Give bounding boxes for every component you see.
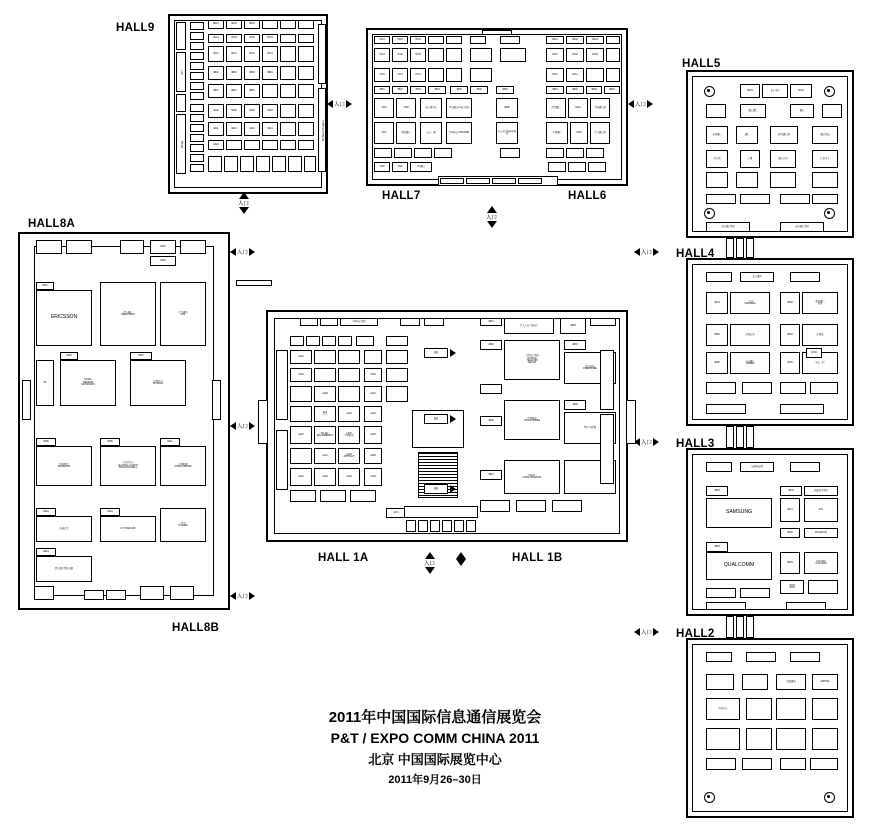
entrance-hall1-south-right — [456, 552, 466, 566]
arrow-down-icon — [456, 559, 466, 566]
arrow-right-icon — [450, 485, 456, 493]
arrow-left-icon — [230, 592, 236, 600]
arrow-right-icon — [653, 628, 659, 636]
entrance-label: 入口 — [635, 102, 647, 108]
hall3-label: HALL3 — [676, 438, 715, 450]
arrow-up-icon — [487, 206, 497, 213]
hall6-label: HALL6 — [568, 190, 607, 202]
arrow-down-icon — [239, 207, 249, 214]
entrance-hall1-south-left — [424, 552, 435, 574]
footer-line-4: 2011年9月26–30日 — [388, 774, 482, 786]
entrance-hall9-south — [238, 192, 249, 214]
arrow-up-icon — [425, 552, 435, 559]
arrow-down-icon — [487, 221, 497, 228]
hall2-pillar-sw — [704, 792, 715, 803]
entrance-hall76-south — [486, 206, 497, 228]
footer-block — [0, 706, 870, 787]
entrance-label: 入口 — [334, 102, 346, 108]
arrow-left-icon — [230, 422, 236, 430]
footer-line-3: 北京 中国国际展览中心 — [368, 752, 502, 767]
entrance-hall7-west — [327, 100, 352, 108]
hall4-label: HALL4 — [676, 248, 715, 260]
arrow-right-icon — [647, 100, 653, 108]
exhibition-floor-plan: HALL9 信息 通信展 9D01 9D02 9D03 9C01 9C02 9C03 9C04 9C11 9C21 9C31 9C41 9B01 9B02 9B03 9B04 9B11 9B12 9B13 9A01 9A02 9A03 9A04 9A11 9A12 9A13 9A14 9A21 中国国际信息通信展 入口 入口 HALL7 HALL6 7D01 7D02 7D03 6D01 6D02 6D03 7C01 7C02 7C03 6C01 6C02 6C03 7C11 7C12 7C13 6C11 6C12 7B01 7B02 7B03 7B04 7B05 7B06 6B09 6B01 6B02 6B03 6B04 7A01 7A02 电信研究院 华为通信\n电信设备 6B08 清华通信 6A01 中国通信网 7A11 网络通信 南京广通 中国电信\nHUAWEI 北京电气\n移动网络 中国通信 6A02 中兴通信网 7A21 7A22 TD通信 入口 入口 HALL5 5D01 北京电气 5C04 通信通信 通信 宏明通信 通信 移动通信网 通信科技 动力网 宇通 通信应用 信息电子 宏达通信集团 宏科通信集团 HALL4 入口 北京通讯 4D03 三元达 SUNNADA 4D80 鼎桥通信 技术 4D60 富贵宏利 4D50 比泰创 4D86 宏安通信 COMBA 4C50 电信工程 4C30 HALL3 入口 宏泰科技网 3B06 3D04 软通动力集团 SAMSUNG 3D01 ZOL 3D05 KINGSTON 3B04 QUALCOMM 3D03 YULONG COOLPAD 3C06 3C05 HALL2 入口 富瑞通讯 ARPTEK 科技中心 HALL8A HALL8B 入口 入口 入口 8A03 8A05 8A01 ERICSSON 深入通信 GREATTECH 中兴通讯 ZTE 8A02 8A NOKIA SIEMENS NETWORKS 8A07 中国普天 POTEVIO 8A06 瑞斯康达 RAISECOM 8A05 上海贝尔口 ALCATEL-LUCENT SHANGHAI BELL 8A11 中国联通 CHINA UNICOM 8A12 卓望信息 8A10 UT STARCOM 华为 HUAWEI 8A13 烽火通信集团有限 HALL 1A HALL 1B 中国电信集团 1B01 中央人民广播电台 1B08 1A01 1A02 1A06 1A09 1A12 ZTE 中兴 1A16 1A18 1A21 TCL通信 ENGINEERING 1A26 中国移动 1A28 1A31 1A36 APPTECH 1A38 1A41 1A43 1A46 1A48 1A71 1B02 大唐电信集团 DATANG TELECOM GROUP 1B03 烽火科技 FIBERHOME 1B05 中国移动 CHINA MOBILE 1B06 TD产业联盟 1B07 中国电信 CHINA TELECOM 通道 通道 通道 入口 2011年中国国际信息通信展览会 P&T / EXPO COMM CHINA 2011 北京 中国国际展览中心 2011年9月26–30日 — [0, 0, 870, 832]
arrow-right-icon — [346, 100, 352, 108]
arrow-left-icon — [634, 248, 640, 256]
arrow-left-icon — [634, 628, 640, 636]
entrance-label: 入口 — [641, 440, 653, 446]
hall1-west-connector — [258, 400, 268, 444]
entrance-hall8-mid-east — [230, 422, 255, 430]
hall8-link — [236, 280, 272, 286]
hall2-label: HALL2 — [676, 628, 715, 640]
hall5-pillar-sw — [704, 208, 715, 219]
passage-middle: 通道 — [424, 414, 456, 424]
hall8a-label: HALL8A — [28, 218, 76, 230]
hall8b-label: HALL8B — [172, 622, 220, 634]
footer-line-1: 2011年中国国际信息通信展览会 — [328, 709, 542, 726]
entrance-label: 入口 — [424, 561, 436, 567]
arrow-right-icon — [249, 248, 255, 256]
hall5-pillar-ne — [824, 86, 835, 97]
passage-lower: 通道 — [424, 484, 456, 494]
arrow-right-icon — [249, 422, 255, 430]
hall2-pillar-se — [824, 792, 835, 803]
entrance-hall4-west — [634, 248, 659, 256]
entrance-label: 入口 — [486, 215, 498, 221]
arrow-right-icon — [249, 592, 255, 600]
entrance-hall3-west — [634, 438, 659, 446]
hall1-east-connector — [626, 400, 636, 444]
hall1b-label: HALL 1B — [512, 552, 563, 564]
arrow-up-icon — [239, 192, 249, 199]
hall1a-label: HALL 1A — [318, 552, 369, 564]
entrance-hall6-east — [628, 100, 653, 108]
arrow-down-icon — [425, 567, 435, 574]
arrow-right-icon — [653, 248, 659, 256]
arrow-right-icon — [653, 438, 659, 446]
entrance-hall8a-north-east — [230, 248, 255, 256]
arrow-right-icon — [450, 349, 456, 357]
entrance-label: 入口 — [641, 630, 653, 636]
entrance-hall8b-east — [230, 592, 255, 600]
entrance-hall2-west — [634, 628, 659, 636]
hall9-label: HALL9 — [116, 22, 155, 34]
hall5-pillar-nw — [704, 86, 715, 97]
arrow-left-icon — [628, 100, 634, 108]
footer-line-2: P&T / EXPO COMM CHINA 2011 — [330, 730, 540, 746]
hall5-label: HALL5 — [682, 58, 721, 70]
arrow-left-icon — [230, 248, 236, 256]
arrow-up-icon — [456, 552, 466, 559]
hall5-pillar-se — [824, 208, 835, 219]
entrance-label: 入口 — [237, 424, 249, 430]
entrance-label: 入口 — [237, 594, 249, 600]
arrow-left-icon — [327, 100, 333, 108]
entrance-label: 入口 — [237, 250, 249, 256]
passage-upper: 通道 — [424, 348, 456, 358]
entrance-label: 入口 — [641, 250, 653, 256]
hall7-label: HALL7 — [382, 190, 421, 202]
entrance-label: 入口 — [238, 201, 250, 207]
arrow-right-icon — [450, 415, 456, 423]
